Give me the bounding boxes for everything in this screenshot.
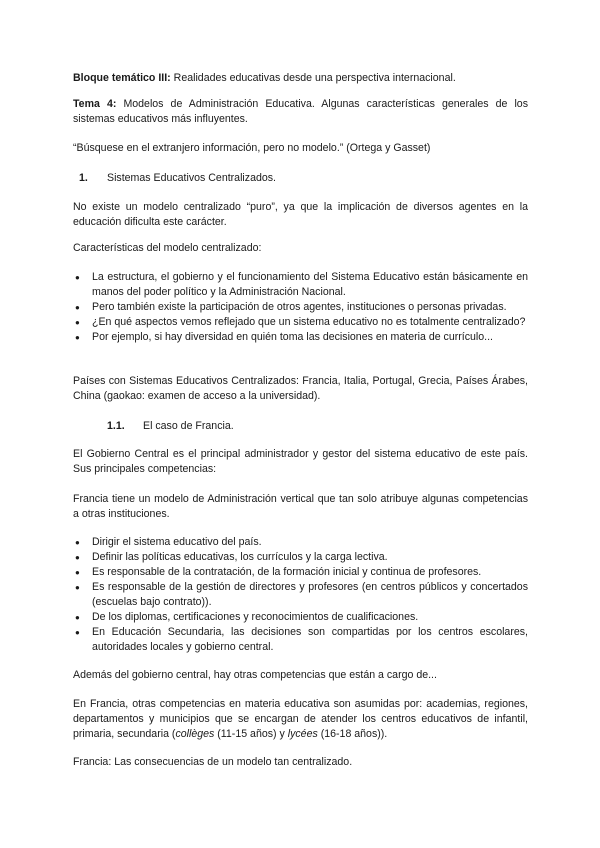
section-1-number: 1.	[79, 172, 88, 184]
paragraph-gobierno-central: El Gobierno Central es el principal administrador y gestor del sistema educativo de este país. Sus principales competencias:	[73, 448, 528, 475]
list-item: ● Por ejemplo, si hay diversidad en quién toma las decisiones en materia de currículo...	[73, 330, 528, 345]
list-item: ● Pero también existe la participación de otros agentes, instituciones o personas privadas.	[73, 300, 528, 315]
list-caracteristicas	[73, 270, 528, 345]
quote: “Búsquese en el extranjero información, pero no modelo.” (Ortega y Gasset)	[73, 142, 431, 154]
section-1-title: Sistemas Educativos Centralizados.	[107, 172, 276, 184]
bloque-label: Bloque temático III:	[73, 72, 171, 84]
paragraph-consecuencias: Francia: Las consecuencias de un modelo tan centralizado.	[73, 756, 353, 768]
tema-heading	[73, 97, 528, 127]
bloque-heading	[73, 71, 528, 86]
list-competencias	[73, 535, 528, 655]
term-colleges: collèges	[175, 728, 215, 740]
paragraph-paises: Países con Sistemas Educativos Centralizados: Francia, Italia, Portugal, Grecia, Países Árabes, China (gaokao: examen de acceso a la universidad).	[73, 375, 528, 402]
list-item: ● ¿En qué aspectos vemos reflejado que un sistema educativo no es totalmente centralizado?	[73, 315, 528, 330]
p7-before: En Francia, otras competencias en materia educativa son asumidas por: academias, regiones, departamentos y municipios que se encargan de atender los centros educativos de infantil, primaria, secundaria (	[73, 698, 528, 740]
list-item: ● Es responsable de la contratación, de la formación inicial y continua de profesores.	[73, 565, 528, 580]
bloque-text: Realidades educativas desde una perspectiva internacional.	[170, 72, 456, 84]
list-item: ● De los diplomas, certificaciones y reconocimientos de cualificaciones.	[73, 610, 528, 625]
term-lycees: lycées	[287, 728, 318, 740]
list-item: ● En Educación Secundaria, las decisiones son compartidas por los centros escolares, autoridades locales y gobierno central.	[73, 625, 528, 655]
paragraph-ademas: Además del gobierno central, hay otras competencias que están a cargo de...	[73, 669, 437, 681]
p7-mid: (11-15 años) y	[214, 728, 288, 740]
list-item: ● La estructura, el gobierno y el funcionamiento del Sistema Educativo están básicamente en manos del poder político y la Administración Nacional.	[73, 270, 528, 300]
list-item: ● Es responsable de la gestión de directores y profesores (en centros públicos y concertados (escuelas bajo contrato)).	[73, 580, 528, 610]
paragraph-francia-modelo: Francia tiene un modelo de Administración vertical que tan solo atribuye algunas competencias a otras instituciones.	[73, 493, 528, 520]
list-item: ● Dirigir el sistema educativo del país.	[73, 535, 528, 550]
tema-label: Tema 4:	[73, 98, 117, 110]
paragraph-no-existe: No existe un modelo centralizado “puro”, ya que la implicación de diversos agentes en la educación dificulta este carácter.	[73, 201, 528, 228]
paragraph-caracteristicas: Características del modelo centralizado:	[73, 242, 262, 254]
tema-text: Modelos de Administración Educativa. Algunas características generales de los sistemas educativos más influyentes.	[73, 98, 528, 125]
list-item: ● Definir las políticas educativas, los currículos y la carga lectiva.	[73, 550, 528, 565]
section-1-1-title: El caso de Francia.	[143, 420, 234, 432]
p7-after: (16-18 años)).	[317, 728, 388, 740]
section-1-1-number: 1.1.	[107, 420, 125, 432]
paragraph-otras-competencias	[73, 697, 528, 742]
